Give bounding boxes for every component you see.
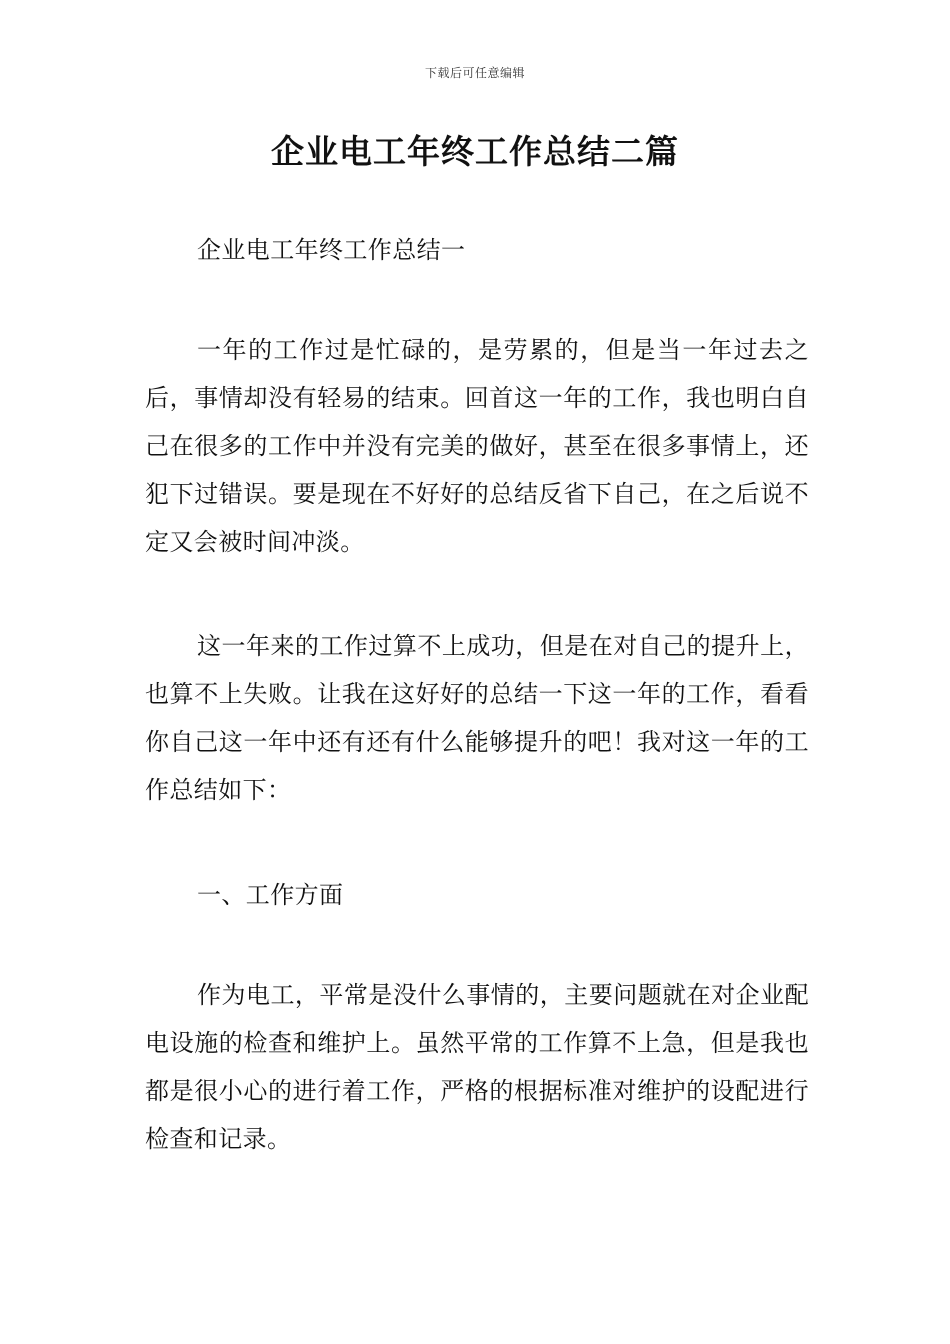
paragraph: 作为电工，平常是没什么事情的，主要问题就在对企业配电设施的检查和维护上。虽然平常的工作算不上急，但是我也都是很小心的进行着工作，严格的根据标准对维护的设配进行检查和记录。 <box>145 981 809 1153</box>
section-heading: 一、工作方面 <box>197 881 344 909</box>
paragraph: 这一年来的工作过算不上成功，但是在对自己的提升上，也算不上失败。让我在这好好的总结一下这一年的工作，看看你自己这一年中还有还有什么能够提升的吧！我对这一年的工作总结如下： <box>145 632 809 804</box>
paragraph: 一年的工作过是忙碌的，是劳累的，但是当一年过去之后，事情却没有轻易的结束。回首这一年的工作，我也明白自己在很多的工作中并没有完美的做好，甚至在很多事情上，还犯下过错误。要是现在不好好的总结反省下自己，在之后说不定又会被时间冲淡。 <box>145 336 809 556</box>
section-subtitle: 企业电工年终工作总结一 <box>197 236 466 264</box>
header-note: 下载后可任意编辑 <box>424 66 525 80</box>
document-title: 企业电工年终工作总结二篇 <box>271 132 679 171</box>
